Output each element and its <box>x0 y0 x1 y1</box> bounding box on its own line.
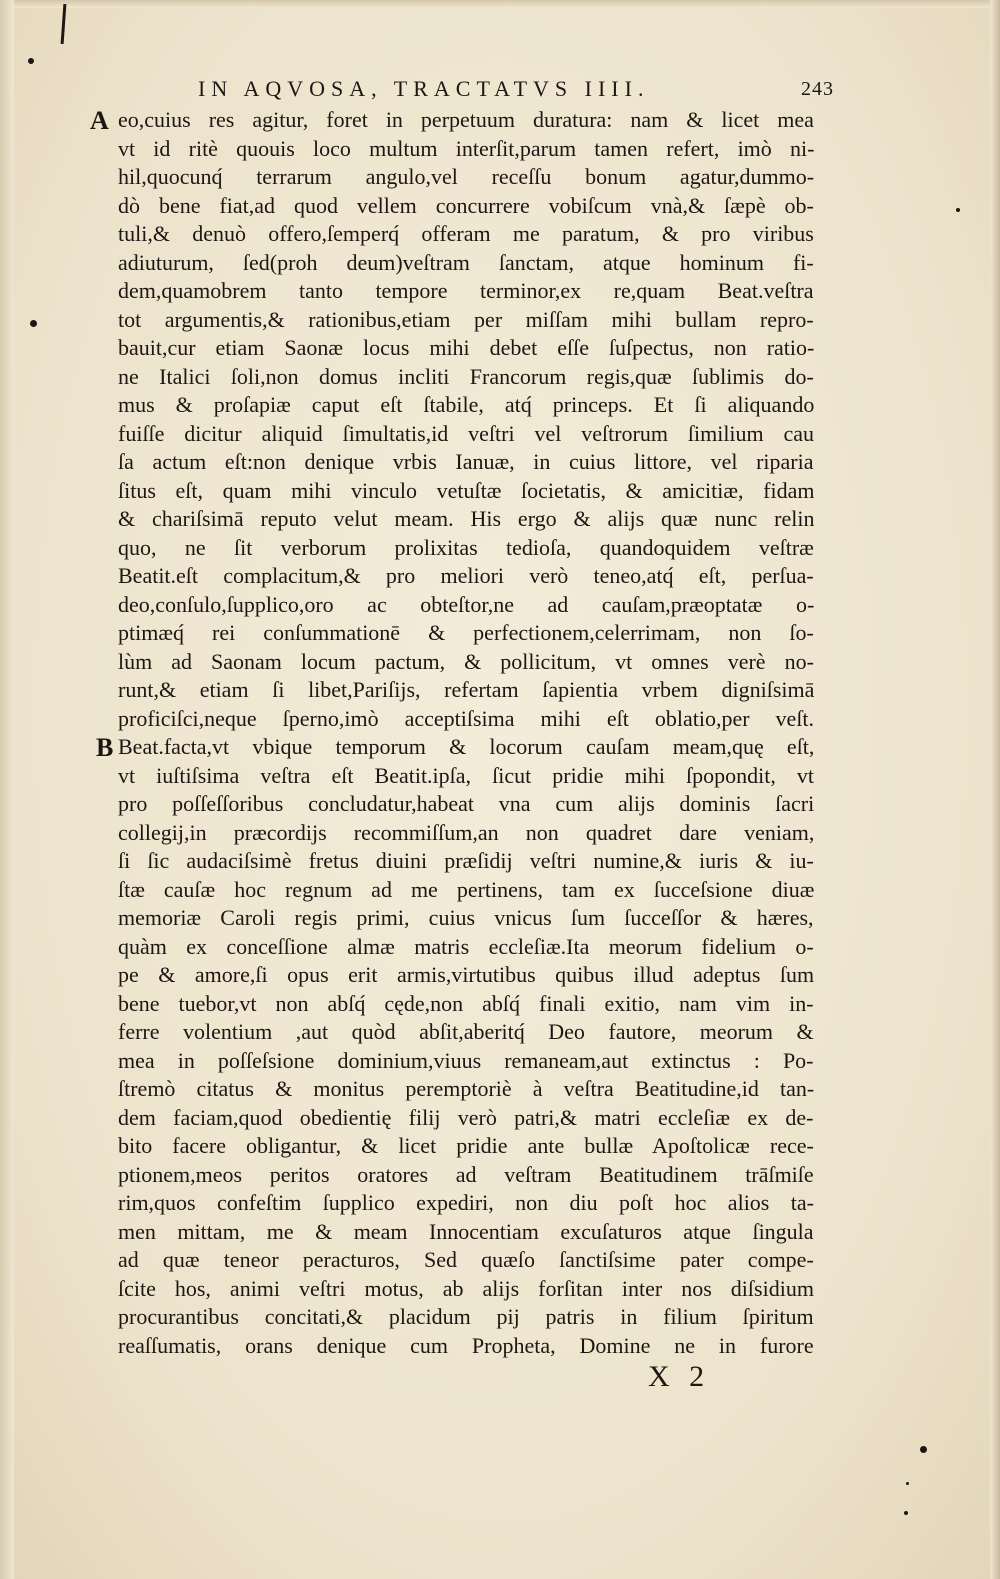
text-line: ſa actum eſt:non denique vrbis Ianuæ, in cuius littore, vel riparia <box>118 449 814 474</box>
text-line: vt iuſtiſsima veſtra eſt Beatit.ipſa, ſicut pridie mihi ſpopondit, vt <box>118 762 814 788</box>
running-title: IN AQVOSA, TRACTATVS IIII. <box>198 76 650 101</box>
text-line: bene tuebor,vt non abſq́ cęde,non abſq́ finali exitio, nam vim in- <box>118 990 814 1016</box>
text-line: men mittam, me & meam Innocentiam excuſaturos atque ſingula <box>118 1218 814 1244</box>
margin-letter-b: B <box>96 733 114 762</box>
page-right-shadow <box>990 0 1000 1579</box>
body-text <box>118 106 814 1360</box>
text-line: dò bene fiat,ad quod vellem concurrere vobiſcum vnà,& ſæpè ob- <box>118 192 814 218</box>
text-line: runt,& etiam ſi libet,Pariſijs, refertam ſapientia vrbem digniſsimā <box>118 677 814 702</box>
text-line: ad quæ teneor peracturos, Sed quæſo ſanctiſsime pater compe- <box>118 1247 814 1272</box>
text-line: ſcite hos, animi veſtri motus, ab alijs forſitan inter nos diſsidium <box>118 1275 814 1301</box>
ink-speck <box>920 1446 927 1453</box>
text-line: mea in poſſeſsione dominium,viuus remaneam,aut extinctus : Po- <box>118 1047 814 1073</box>
text-line: ferre volentium ,aut quòd abſit,aberitq́ Deo fautore, meorum & <box>118 1019 814 1044</box>
text-line: Beat.facta,vt vbique temporum & locorum cauſam meam,quę eſt, <box>118 734 814 759</box>
ink-speck <box>904 1511 908 1515</box>
text-line: bauit,cur etiam Saonæ locus mihi debet eſſe ſuſpectus, non ratio- <box>118 335 814 360</box>
text-line: dem,quamobrem tanto tempore terminor,ex re,quam Beat.veſtra <box>118 278 814 303</box>
text-line: ſtremò citatus & monitus peremptoriè à veſtra Beatitudine,id tan- <box>118 1076 814 1101</box>
text-line: lùm ad Saonam locum pactum, & pollicitum, vt omnes verè no- <box>118 648 814 674</box>
text-line: rim,quos confeſtim ſupplico expediri, non diu poſt hoc alios ta- <box>118 1190 814 1215</box>
text-line: ſitus eſt, quam mihi vinculo vetuſtæ ſocietatis, & amicitiæ, fidam <box>118 477 814 503</box>
text-line: reaſſumatis, orans denique cum Propheta, Domine ne in furore <box>118 1332 814 1358</box>
text-line: ſi ſic audaciſsimè fretus diuini præſidij veſtri numine,& iuris & iu- <box>118 848 814 873</box>
text-line: eo,cuius res agitur, foret in perpetuum duratura: nam & licet mea <box>118 107 814 132</box>
signature-mark: X 2 <box>648 1360 711 1393</box>
text-line: proficiſci,neque ſperno,imò acceptiſsima mihi eſt oblatio,per veſt. <box>118 705 814 731</box>
page-left-shadow <box>0 0 14 1579</box>
text-line: hil,quocunq́ terrarum angulo,vel receſſu bonum agatur,dummo- <box>118 164 814 189</box>
page-number: 243 <box>801 77 834 100</box>
margin-letter-a: A <box>90 106 109 135</box>
text-line: & chariſsimā reputo velut meam. His ergo & alijs quæ nunc relin <box>118 506 814 531</box>
text-line: ne Italici ſoli,non domus incliti Francorum regis,quæ ſublimis do- <box>118 363 814 389</box>
ink-speck <box>28 58 34 64</box>
text-line: Beatit.eſt complacitum,& pro meliori verò teneo,atq́ eſt, perſua- <box>118 563 814 588</box>
text-line: tot argumentis,& rationibus,etiam per miſſam mihi bullam repro- <box>118 306 814 332</box>
text-line: dem faciam,quod obedientię filij verò patri,& matri eccleſiæ ex de- <box>118 1104 814 1130</box>
ink-speck <box>906 1482 909 1485</box>
text-line: bito facere obligantur, & licet pridie ante bullæ Apoſtolicæ rece- <box>118 1133 814 1158</box>
text-line: ſtæ cauſæ hoc regnum ad me pertinens, tam ex ſucceſsione diuæ <box>118 876 814 902</box>
text-line: deo,conſulo,ſupplico,oro ac obteſtor,ne ad cauſam,præoptatæ o- <box>118 591 814 617</box>
ink-speck <box>30 320 37 327</box>
text-line: fuiſſe dicitur aliquid ſimultatis,id veſtri vel veſtrorum ſimilium cau <box>118 420 814 446</box>
ink-speck <box>956 208 960 212</box>
text-line: pro poſſeſſoribus concludatur,habeat vna cum alijs dominis ſacri <box>118 791 814 816</box>
text-line: pe & amore,ſi opus erit armis,virtutibus quibus illud adeptus ſum <box>118 962 814 987</box>
text-line: quo, ne ſit verborum prolixitas tedioſa, quandoquidem veſtræ <box>118 534 814 560</box>
text-line: tuli,& denuò offero,ſemperq́ offeram me paratum, & pro viribus <box>118 221 814 246</box>
text-line: adiuturum, ſed(proh deum)veſtram ſanctam, atque hominum fi- <box>118 249 814 275</box>
text-line: procurantibus concitati,& placidum pij patris in filium ſpiritum <box>118 1304 814 1329</box>
running-header <box>198 74 834 104</box>
text-line: vt id ritè quouis loco multum interſit,parum tamen refert, imò ni- <box>118 135 814 161</box>
page-top-shadow <box>0 0 1000 8</box>
text-line: mus & proſapiæ caput eſt ſtabile, atq́ princeps. Et ſi aliquando <box>118 392 814 417</box>
text-line: ptimæq́ rei conſummationē & perfectionem,celerrimam, non ſo- <box>118 620 814 645</box>
text-line: memoriæ Caroli regis primi, cuius vnicus ſum ſucceſſor & hæres, <box>118 905 814 930</box>
text-line: quàm ex conceſſione almæ matris eccleſiæ.Ita meorum fidelium o- <box>118 933 814 959</box>
text-line: ptionem,meos peritos oratores ad veſtram Beatitudinem trāſmiſe <box>118 1161 814 1187</box>
text-line: collegij,in præcordijs recommiſſum,an non quadret dare veniam, <box>118 819 814 845</box>
